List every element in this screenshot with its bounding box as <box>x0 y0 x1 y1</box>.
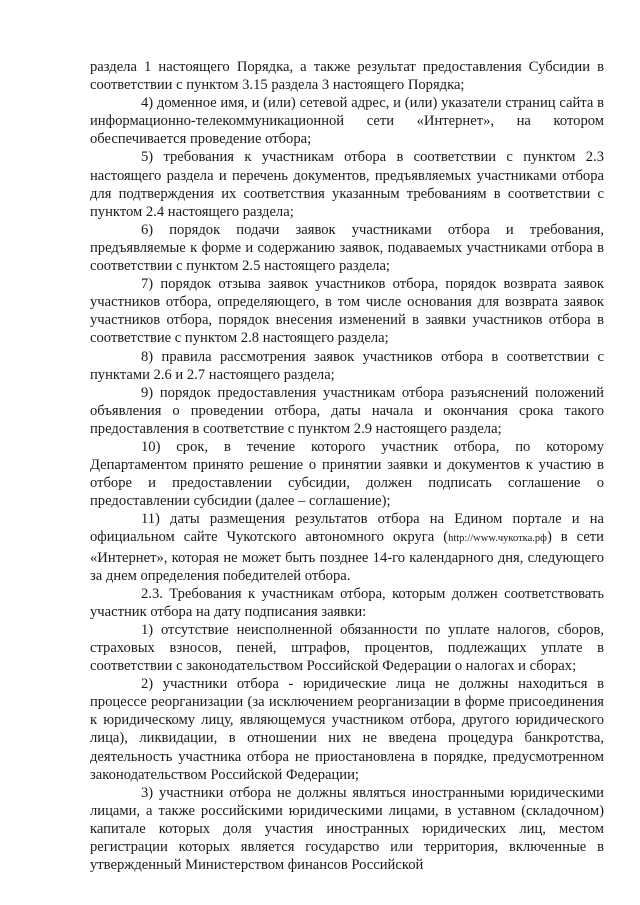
paragraph-item-6: 6) порядок подачи заявок участниками отбора и требования, предъявляемые к форме и содержанию заявок, подаваемых участниками отбора в соответствии с пунктом 2.5 настоящего раздела; <box>90 221 604 275</box>
official-site-link[interactable]: http://www.чукотка.рф <box>448 533 547 545</box>
paragraph-item-5: 5) требования к участникам отбора в соответствии с пунктом 2.3 настоящего раздела и перечень документов, предъявляемых участниками отбора для подтверждения их соответствия указанным требованиям в соответствии с пунктом 2.4 настоящего раздела; <box>90 149 604 220</box>
paragraph-continuation: раздела 1 настоящего Порядка, а также результат предоставления Субсидии в соответствии с пунктом 3.15 раздела 3 настоящего Порядка; <box>90 59 604 94</box>
requirement-item-1: 1) отсутствие неисполненной обязанности по уплате налогов, сборов, страховых взносов, пеней, штрафов, процентов, подлежащих уплате в соответствии с законодательством Российской Федерации о налогах и сборах; <box>90 621 604 675</box>
paragraph-item-11 <box>90 510 604 584</box>
requirement-item-3: 3) участники отбора не должны являться иностранными юридическими лицами, а также российскими юридическими лицами, в уставном (складочном) капитале которых доля участия иностранных юридических лиц, местом регистрации которых является государство или территория, включенные в утвержденный Министерством финансов Российской <box>90 784 604 874</box>
paragraph-item-11-text-after: ) в сети «Интернет», которая не может быть позднее 14-го календарного дня, следующего за днем определения победителей отбора. <box>90 529 604 584</box>
paragraph-item-9: 9) порядок предоставления участникам отбора разъяснений положений объявления о проведении отбора, даты начала и окончания срока такого предоставления в соответствие с пунктом 2.9 настоящего раздела; <box>90 384 604 437</box>
document-page <box>90 58 604 874</box>
paragraph-item-7: 7) порядок отзыва заявок участников отбора, порядок возврата заявок участников отбора, определяющего, в том числе основания для возврата заявок участников отбора, порядок внесения изменений в заявки участников отбора в соответствие с пунктом 2.8 настоящего раздела; <box>90 276 604 347</box>
section-2-3-heading: 2.3. Требования к участникам отбора, которым должен соответствовать участник отбора на дату подписания заявки: <box>90 585 604 620</box>
paragraph-item-4: 4) доменное имя, и (или) сетевой адрес, и (или) указатели страниц сайта в информационно-телекоммуникационной сети «Интернет», на котором обеспечивается проведение отбора; <box>90 95 604 148</box>
paragraph-item-10: 10) срок, в течение которого участник отбора, по которому Департаментом принято решение о принятии заявки и документов к участию в отборе и предоставлении субсидии, должен подписать соглашение о предоставлении субсидии (далее – соглашение); <box>90 438 604 510</box>
paragraph-item-8: 8) правила рассмотрения заявок участников отбора в соответствии с пунктами 2.6 и 2.7 настоящего раздела; <box>90 348 604 383</box>
paragraph-item-11-text-before: 11) даты размещения результатов отбора на Едином портале и на официальном сайте Чукотского автономного округа ( <box>90 511 604 546</box>
requirement-item-2: 2) участники отбора - юридические лица не должны находиться в процессе реорганизации (за исключением реорганизации в форме присоединения к юридическому лицу, являющемуся участником отбора, другого юридического лица), ликвидации, в отношении них не введена процедура банкротства, деятельность участника отбора не приостановлена в порядке, предусмотренном законодательством Российской Федерации; <box>90 676 604 783</box>
